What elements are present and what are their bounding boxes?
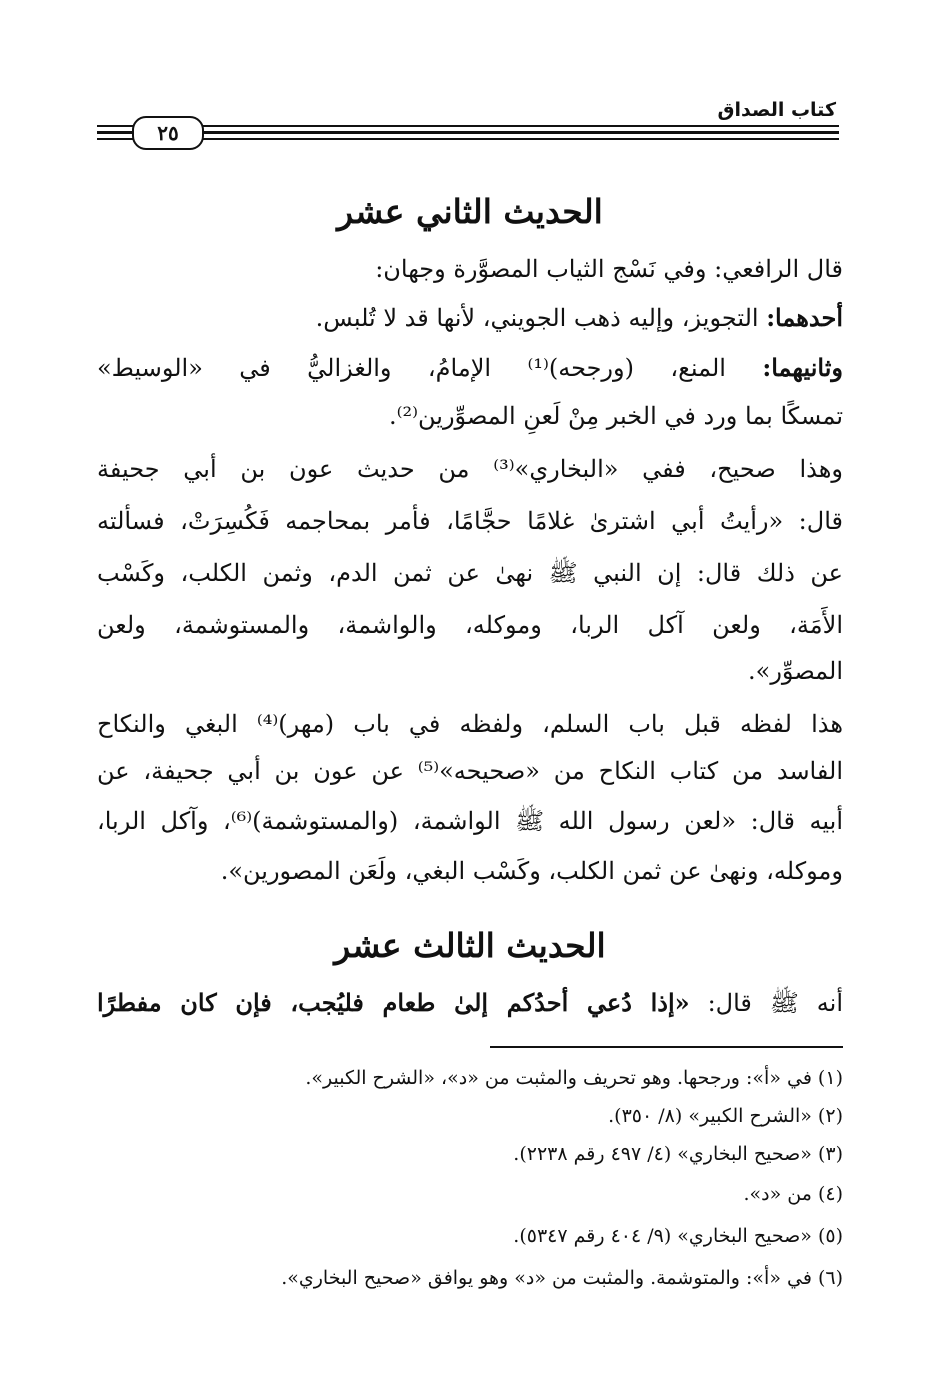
line-text: التجويز، وإليه ذهب الجويني، لأنها قد لا تُلبس. <box>315 304 767 332</box>
footnote: (١) في «أ»: ورجحها. وهو تحريف والمثبت من «د»، «الشرح الكبير». <box>305 1067 843 1089</box>
line-text: المنع، (ورجحه)⁽¹⁾ الإمامُ، والغزاليُّ في «الوسيط» <box>97 354 763 382</box>
page-number-badge: ٢٥ <box>132 116 204 150</box>
text-line <box>97 554 843 592</box>
line-text: وموكله، ونهىٰ عن ثمن الكلب، وكَسْب البغي، ولَعَن المصورين». <box>220 857 843 885</box>
footnote: (٢) «الشرح الكبير» (٨/ ٣٥٠). <box>608 1105 843 1127</box>
line-text: قال: «رأيتُ أبي اشترىٰ غلامًا حجَّامًا، فأمر بمحاجمه فَكُسِرَتْ، فسألته <box>97 507 843 535</box>
line-text: قال الرافعي: وفي نَسْج الثياب المصوَّرة وجهان: <box>375 255 843 283</box>
line-text: أنه ﷺ قال: <box>689 989 844 1017</box>
text-line <box>97 299 843 337</box>
section-heading: الحديث الثالث عشر <box>334 926 606 965</box>
text-line <box>97 984 843 1022</box>
section-heading: الحديث الثاني عشر <box>337 192 603 231</box>
text-line <box>97 349 843 387</box>
text-line <box>97 450 843 488</box>
text-line <box>97 397 843 435</box>
text-line <box>97 606 843 644</box>
text-line <box>97 502 843 540</box>
text-line <box>97 652 843 690</box>
running-header-title: كتاب الصداق <box>714 98 841 122</box>
line-text: عن ذلك قال: إن النبي ﷺ نهىٰ عن ثمن الدم، وثمن الكلب، وكَسْب <box>97 559 843 587</box>
line-text: تمسكًا بما ورد في الخبر مِنْ لَعنِ المصوِّرين⁽²⁾. <box>388 402 843 430</box>
footnote: (٦) في «أ»: والمتوشمة. والمثبت من «د» وهو يوافق «صحيح البخاري». <box>281 1267 843 1289</box>
line-lead-bold: أحدهما: <box>766 303 843 332</box>
line-text: وهذا صحيح، ففي «البخاري»⁽³⁾ من حديث عون بن أبي جحيفة <box>97 455 843 483</box>
text-line <box>97 752 843 790</box>
header-rule <box>97 125 839 127</box>
footnote: (٤) من «د». <box>743 1183 843 1205</box>
header-rule <box>97 131 839 134</box>
line-text: الفاسد من كتاب النكاح من «صحيحه»⁽⁵⁾ عن عون بن أبي جحيفة، عن <box>97 757 843 785</box>
line-text: المصوِّر». <box>748 657 843 685</box>
line-lead-bold: وثانيهما: <box>762 353 843 382</box>
footnote: (٥) «صحيح البخاري» (٩/ ٤٠٤ رقم ٥٣٤٧). <box>513 1225 843 1247</box>
hadith-quote-bold: «إذا دُعي أحدُكم إلىٰ طعام فليُجب، فإن كان مفطرًا <box>97 988 690 1017</box>
footnote: (٣) «صحيح البخاري» (٤/ ٤٩٧ رقم ٢٢٣٨). <box>513 1143 843 1165</box>
text-line <box>97 852 843 890</box>
text-line <box>97 705 843 743</box>
line-text: أبيه قال: «لعن رسول الله ﷺ الواشمة، (والمستوشمة)⁽⁶⁾، وآكل الربا، <box>97 807 843 835</box>
text-line <box>97 802 843 840</box>
line-text: الأَمَة، ولعن آكل الربا، وموكله، والواشمة، والمستوشمة، ولعن <box>97 611 843 639</box>
header-rule <box>97 138 839 140</box>
footnote-separator <box>490 1046 843 1048</box>
line-text: هذا لفظه قبل باب السلم، ولفظه في باب (مهر)⁽⁴⁾ البغي والنكاح <box>97 710 843 738</box>
text-line <box>97 250 843 288</box>
